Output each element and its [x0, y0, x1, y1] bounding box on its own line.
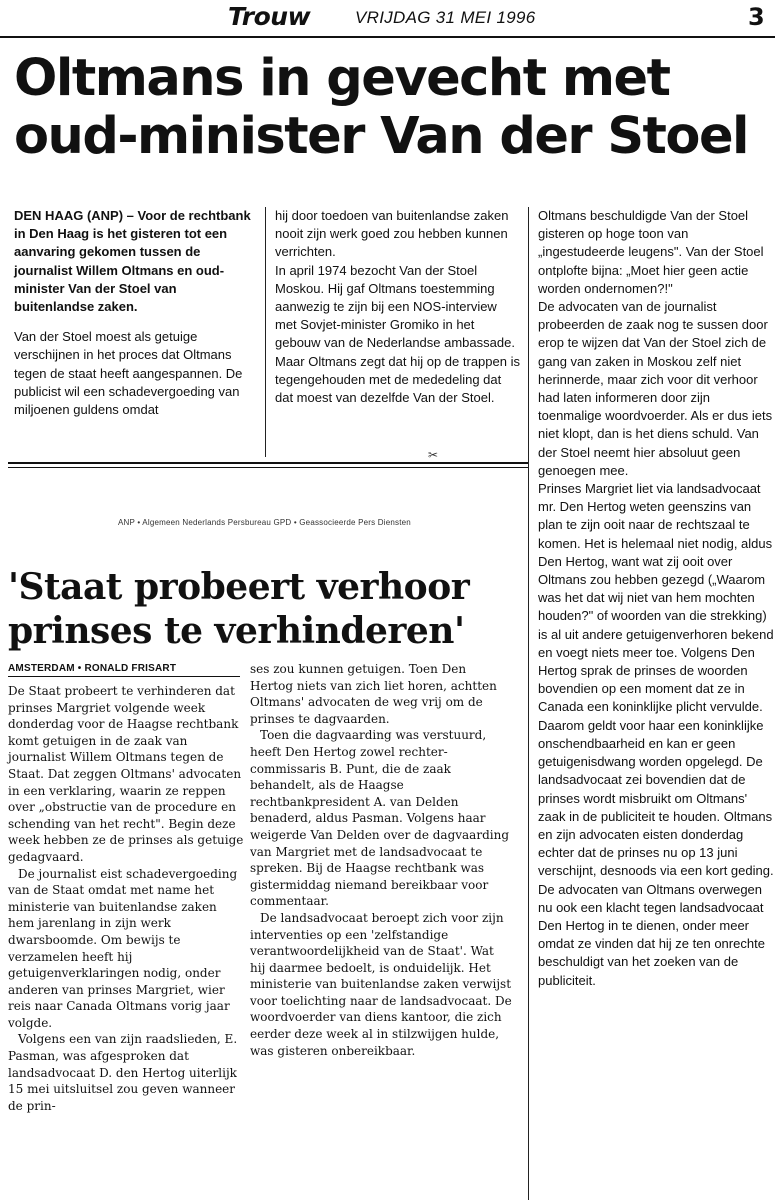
- masthead-rule: [0, 36, 775, 38]
- article2-paragraph: De journalist eist schadevergoeding van de Staat omdat met name het ministerie van buitenlandse zaken hem jarenlang in zijn werk dwarsboomde. Om bewijs te verzamelen heeft hij getuigenverklaringen nodig, onder anderen van prinses Margriet, wier reis naar Canada Oltmans vorig jaar volgde.: [8, 866, 238, 1030]
- issue-date: VRIJDAG 31 MEI 1996: [355, 8, 536, 27]
- article1-column-2: [275, 207, 520, 407]
- article1-paragraph: De advocaten van Oltmans overwegen nu ook een klacht tegen landsadvocaat Den Hertog in te dienen, onder meer omdat ze vinden dat hij ze ten onrechte beschuldigt van het zoeken van de publiciteit.: [538, 881, 765, 988]
- article1-paragraph: Oltmans beschuldigde Van der Stoel gisteren op hoge toon van „ingestudeerde leugens". Van der Stoel ontplofte bijna: „Moet hier geen actie worden ondernomen?!": [538, 208, 764, 296]
- section-divider-thin: [8, 467, 528, 468]
- column-divider: [528, 207, 529, 440]
- article1-column-1: [14, 207, 252, 419]
- article1-paragraph: Van der Stoel moest als getuige verschijnen in het proces dat Oltmans tegen de staat heeft aangespannen. De publicist wil een schadevergoeding van miljoenen guldens omdat: [14, 329, 243, 418]
- scissors-icon: ✂: [428, 448, 439, 462]
- article1-headline-line1: Oltmans in gevecht met: [14, 49, 670, 108]
- article2-byline: AMSTERDAM • RONALD FRISART: [8, 663, 177, 674]
- article1-lead: [14, 207, 252, 316]
- article2-paragraph: ses zou kunnen getuigen. Toen Den Hertog niets van zich liet horen, achtten Oltmans' advocaten de weg vrij om de prinses te dagvaarden.: [250, 662, 497, 726]
- column-divider: [265, 207, 266, 457]
- article1-paragraph: hij door toedoen van buitenlandse zaken nooit zijn werk goed zou hebben kunnen verrichten.: [275, 208, 509, 260]
- article2-headline: [8, 565, 528, 653]
- article1-dateline: DEN HAAG (ANP): [14, 208, 124, 223]
- article2-paragraph: De landsadvocaat beroept zich voor zijn interventies op een 'zelfstandige verantwoordelijkheid van de Staat'. Wat hij daarmee bedoelt, is onduidelijk. Het ministerie van buitenlandse zaken verwijst voor toelichting naar de landsadvocaat. De woordvoerder van diens kantoor, die zich eerder deze week al in stilzwijgen hulde, was gisteren onbereikbaar.: [250, 910, 512, 1058]
- section-divider: [8, 462, 528, 464]
- article1-lead-text: – Voor de rechtbank in Den Haag is het gisteren tot een aanvaring gekomen tussen de journalist Willem Oltmans en oud-minister Van der Stoel van buitenlandse zaken.: [14, 208, 251, 315]
- article2-column-2: [250, 661, 512, 1059]
- column-divider: [528, 440, 529, 1200]
- article2-headline-line1: 'Staat probeert verhoor: [8, 566, 470, 608]
- article2-column-1: [8, 683, 244, 1114]
- article1-headline-line2: oud-minister Van der Stoel: [14, 107, 749, 166]
- article1-paragraph: Prinses Margriet liet via landsadvocaat mr. Den Hertog weten geenszins van plan te zijn ooit naar de rechtszaal te komen. Het is helemaal niet nodig, aldus Den Hertog, want wat zij ooit over Oltmans zou hebben gezegd („Waarom was het dat wij niet van hem mochten houden?" of woorden van die strekking) is al uit andere getuigenverhoren bekend en voegt niets meer toe. Volgens Den Hertog sprak de prinses de woorden bovendien op een moment dat ze in Canada een koninklijke plicht vervulde. Daarom geldt voor haar een koninklijke onschendbaarheid en kan er geen getuigenisdwang worden opgelegd. De landsadvocaat zei bovendien dat de prinses wordt misbruikt om Oltmans' zaak in de publiciteit te houden. Oltmans en zijn advocaten eisten donderdag echter dat de prinses nu op 13 juni verschijnt, desnoods via een kort geding.: [538, 481, 774, 879]
- article1-column-3: [538, 207, 774, 990]
- article1-paragraph: De advocaten van de journalist probeerden de zaak nog te sussen door erop te wijzen dat Van der Stoel zich de gang van zaken in Moskou zelf niet herinnerde, maar zich voor dit verhoor had laten informeren door zijn toenmalige woordvoerder. Als er dus iets niet klopt, dan is het diens schuld. Van der Stoel neemt hier absoluut geen genoegen mee.: [538, 299, 773, 478]
- masthead: [0, 0, 775, 34]
- article2-paragraph: Volgens een van zijn raadslieden, E. Pasman, was afgesproken dat landsadvocaat D. den Hertog uiterlijk 15 mei uitsluitsel zou geven wanneer de prin-: [8, 1032, 238, 1113]
- article2-paragraph: Toen die dagvaarding was verstuurd, heeft Den Hertog zowel rechter-commissaris B. Punt, die de zaak behandelt, als de Haagse rechtbankpresident A. van Delden benaderd, aldus Pasman. Volgens haar weigerde Van Delden over de dagvaarding van Margriet met de landsadvocaat te spreken. Bij de Haagse rechtbank was gistermiddag niemand bereikbaar voor commentaar.: [250, 728, 510, 909]
- article2-headline-line2: prinses te verhinderen': [8, 610, 465, 652]
- article1-headline: [14, 50, 774, 166]
- byline-rule: [8, 676, 240, 677]
- page-number: 3: [748, 3, 765, 31]
- article1-paragraph: In april 1974 bezocht Van der Stoel Moskou. Hij gaf Oltmans toestemming aanwezig te zijn bij een NOS-interview met Sovjet-minister Gromiko in het gebouw van de Nederlandse ambassade. Maar Oltmans zegt dat hij op de trappen is tegengehouden met de mededeling dat dat moest van dezelfde Van der Stoel.: [275, 262, 520, 406]
- newspaper-logo: Trouw: [228, 2, 311, 31]
- article2-paragraph: De Staat probeert te verhinderen dat prinses Margriet volgende week donderdag voor de Haagse rechtbank komt getuigen in de zaak van journalist Willem Oltmans tegen de Staat. Dat zeggen Oltmans' advocaten in een verklaring, waarin ze reppen over „obstructie van de procedure en schending van het recht". Begin deze week hebben ze de prinses als getuige gedagvaard.: [8, 684, 244, 864]
- agency-credits: ANP • Algemeen Nederlands Persbureau GPD • Geassocieerde Pers Diensten: [118, 518, 411, 527]
